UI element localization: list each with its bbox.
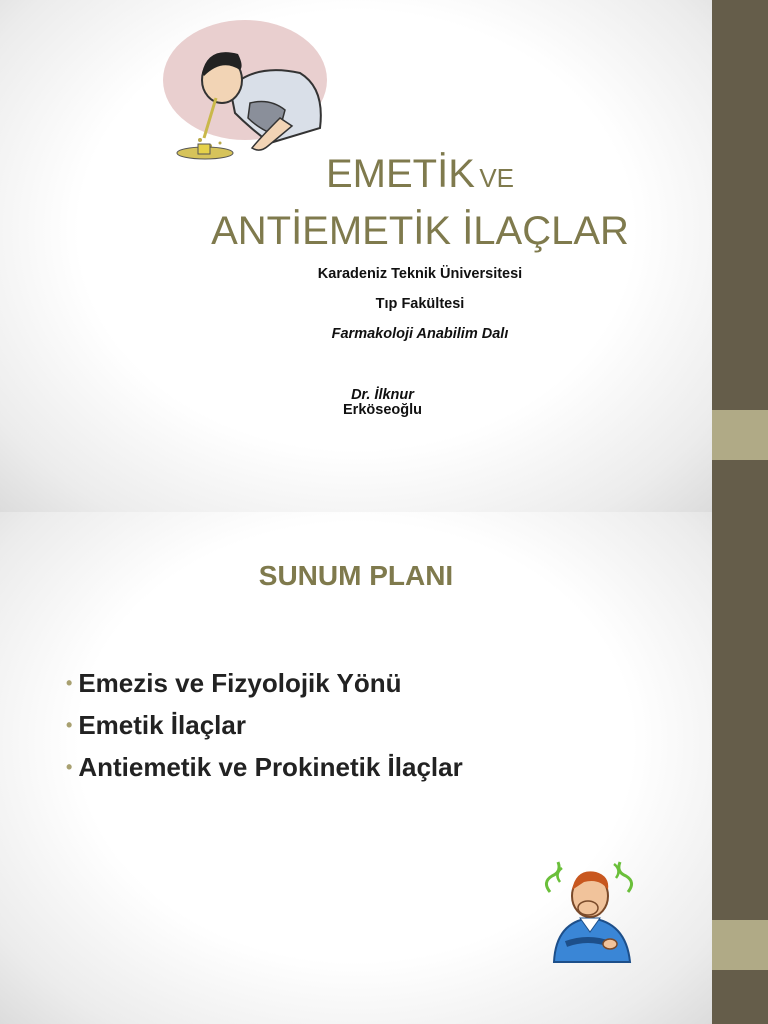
slide-title: [0, 0, 712, 512]
author-line2: Erköseoğlu: [343, 402, 422, 418]
university-name: Karadeniz Teknik Üniversitesi: [317, 266, 523, 282]
author-name: [310, 388, 455, 418]
nauseous-man-illustration: [536, 852, 648, 964]
list-item: [66, 704, 463, 746]
faculty-name: Tıp Fakültesi: [375, 296, 465, 312]
list-item: [66, 746, 463, 788]
sidebar-bar-top: [712, 0, 768, 410]
department-name: Farmakoloji Anabilim Dalı: [331, 326, 509, 342]
plan-bullet-list: [66, 662, 463, 788]
sidebar-bar-middle: [712, 460, 768, 920]
bullet-text: Antiemetik ve Prokinetik İlaçlar: [78, 752, 463, 782]
slide-title-text: [150, 150, 690, 255]
sidebar-accent-top: [712, 410, 768, 460]
title-ve: VE: [479, 163, 515, 193]
sidebar-bar-bottom: [712, 970, 768, 1024]
sidebar-accent-bottom: [712, 920, 768, 970]
vomiting-man-illustration: [160, 18, 330, 163]
bullet-icon: •: [66, 757, 73, 777]
bullet-text: Emetik İlaçlar: [78, 710, 246, 740]
plan-title: SUNUM PLANI: [258, 560, 454, 591]
bullet-icon: •: [66, 673, 73, 693]
author-line1: Dr. İlknur: [351, 387, 414, 403]
title-line2: ANTİEMETİK İLAÇLAR: [211, 209, 629, 253]
bullet-icon: •: [66, 715, 73, 735]
bullet-text: Emezis ve Fizyolojik Yönü: [78, 668, 402, 698]
list-item: [66, 662, 463, 704]
title-emetik: EMETİK: [325, 152, 475, 196]
